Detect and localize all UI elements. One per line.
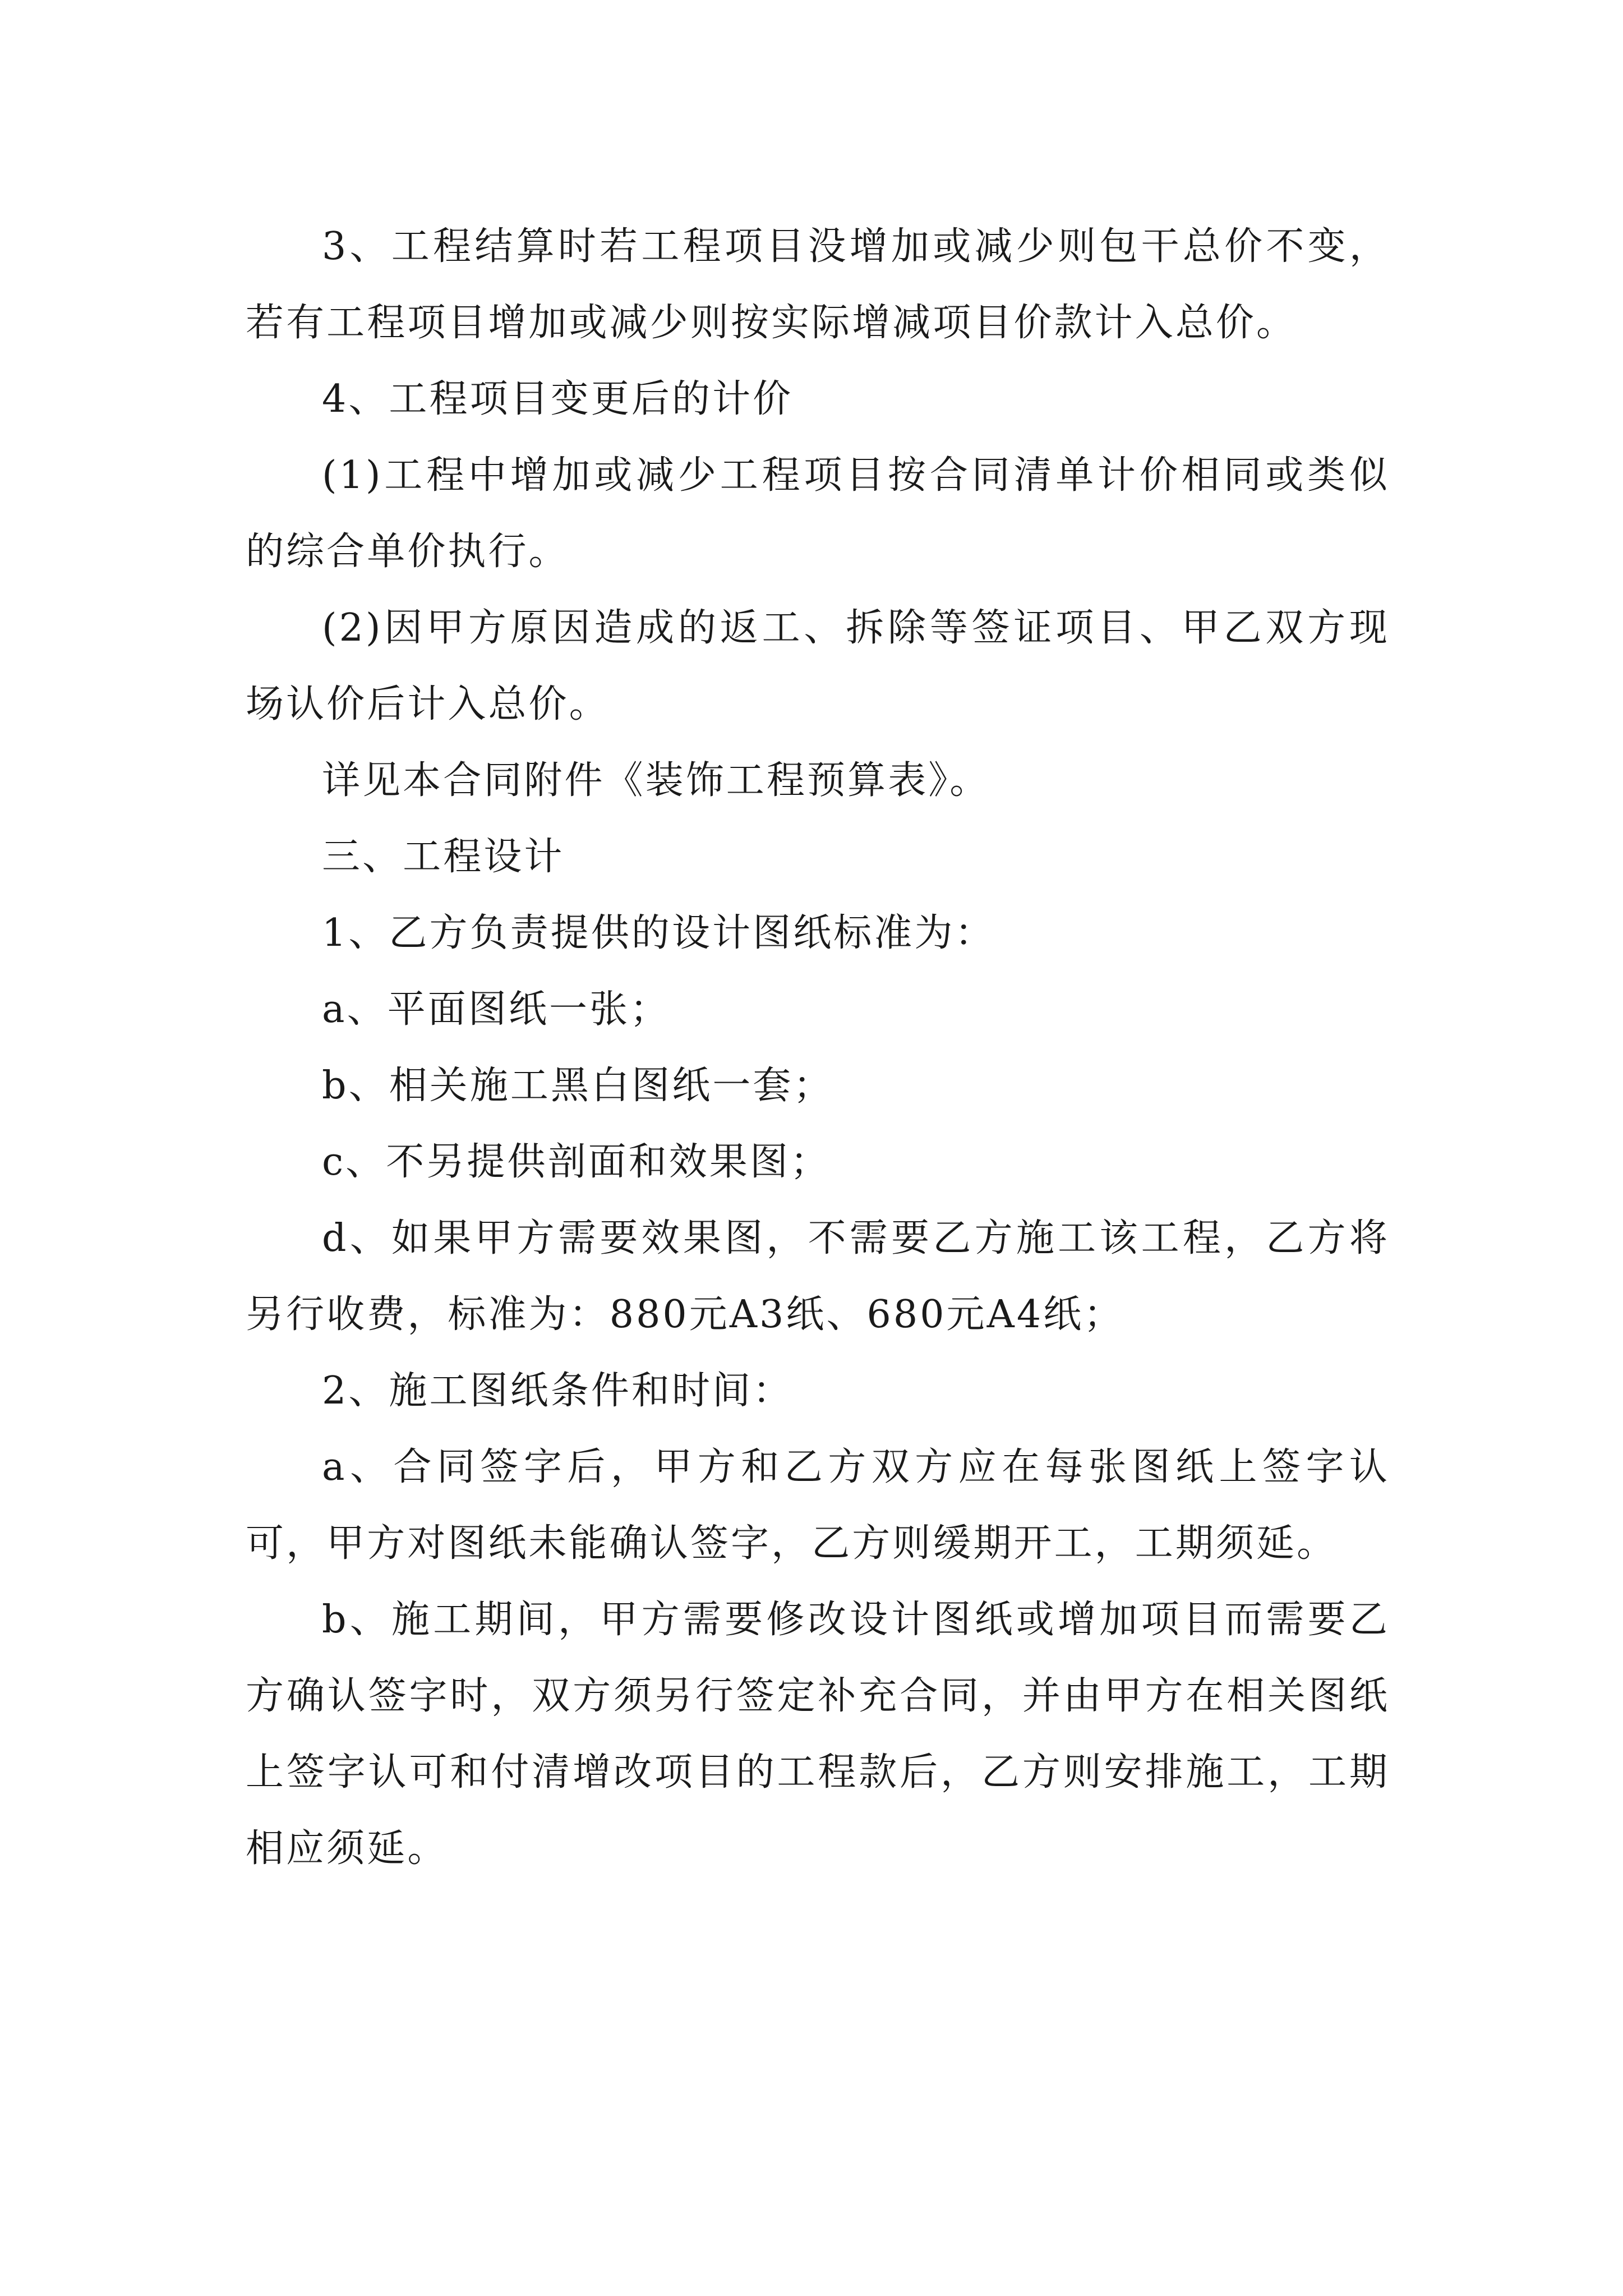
section-heading-design: 三、工程设计 [322,835,565,879]
paragraph-design-item-b: b、相关施工黑白图纸一套； [322,1064,834,1108]
paragraph-drawing-item-a: a、合同签字后，甲方和乙方双方应在每张图纸上签字认可，甲方对图纸未能确认签字，乙方则缓期开工，工期须延。 [246,1445,1390,1566]
paragraph-design-standard: 1、乙方负责提供的设计图纸标准为： [322,911,995,955]
paragraph-design-item-d: d、如果甲方需要效果图，不需要乙方施工该工程，乙方将另行收费，标准为：880元A3纸、680元A4纸； [246,1216,1390,1337]
paragraph-budget-appendix: 详见本合同附件《装饰工程预算表》。 [322,758,990,803]
paragraph-drawing-conditions: 2、施工图纸条件和时间： [322,1369,794,1413]
paragraph-design-item-c: c、不另提供剖面和效果图； [322,1140,831,1184]
paragraph-settlement-clause: 3、工程结算时若工程项目没增加或减少则包干总价不变，若有工程项目增加或减少则按实际增减项目价款计入总价。 [246,224,1390,345]
paragraph-drawing-item-b: b、施工期间，甲方需要修改设计图纸或增加项目而需要乙方确认签字时，双方须另行签定补充合同，并由甲方在相关图纸上签字认可和付清增改项目的工程款后，乙方则安排施工，工期相应须延。 [246,1598,1390,1871]
paragraph-change-pricing-item-1: (1)工程中增加或减少工程项目按合同清单计价相同或类似的综合单价执行。 [246,453,1390,574]
document-body [246,209,1390,1887]
paragraph-design-item-a: a、平面图纸一张； [322,987,671,1032]
paragraph-change-pricing-heading: 4、工程项目变更后的计价 [322,377,794,421]
paragraph-change-pricing-item-2: (2)因甲方原因造成的返工、拆除等签证项目、甲乙双方现场认价后计入总价。 [246,606,1390,726]
